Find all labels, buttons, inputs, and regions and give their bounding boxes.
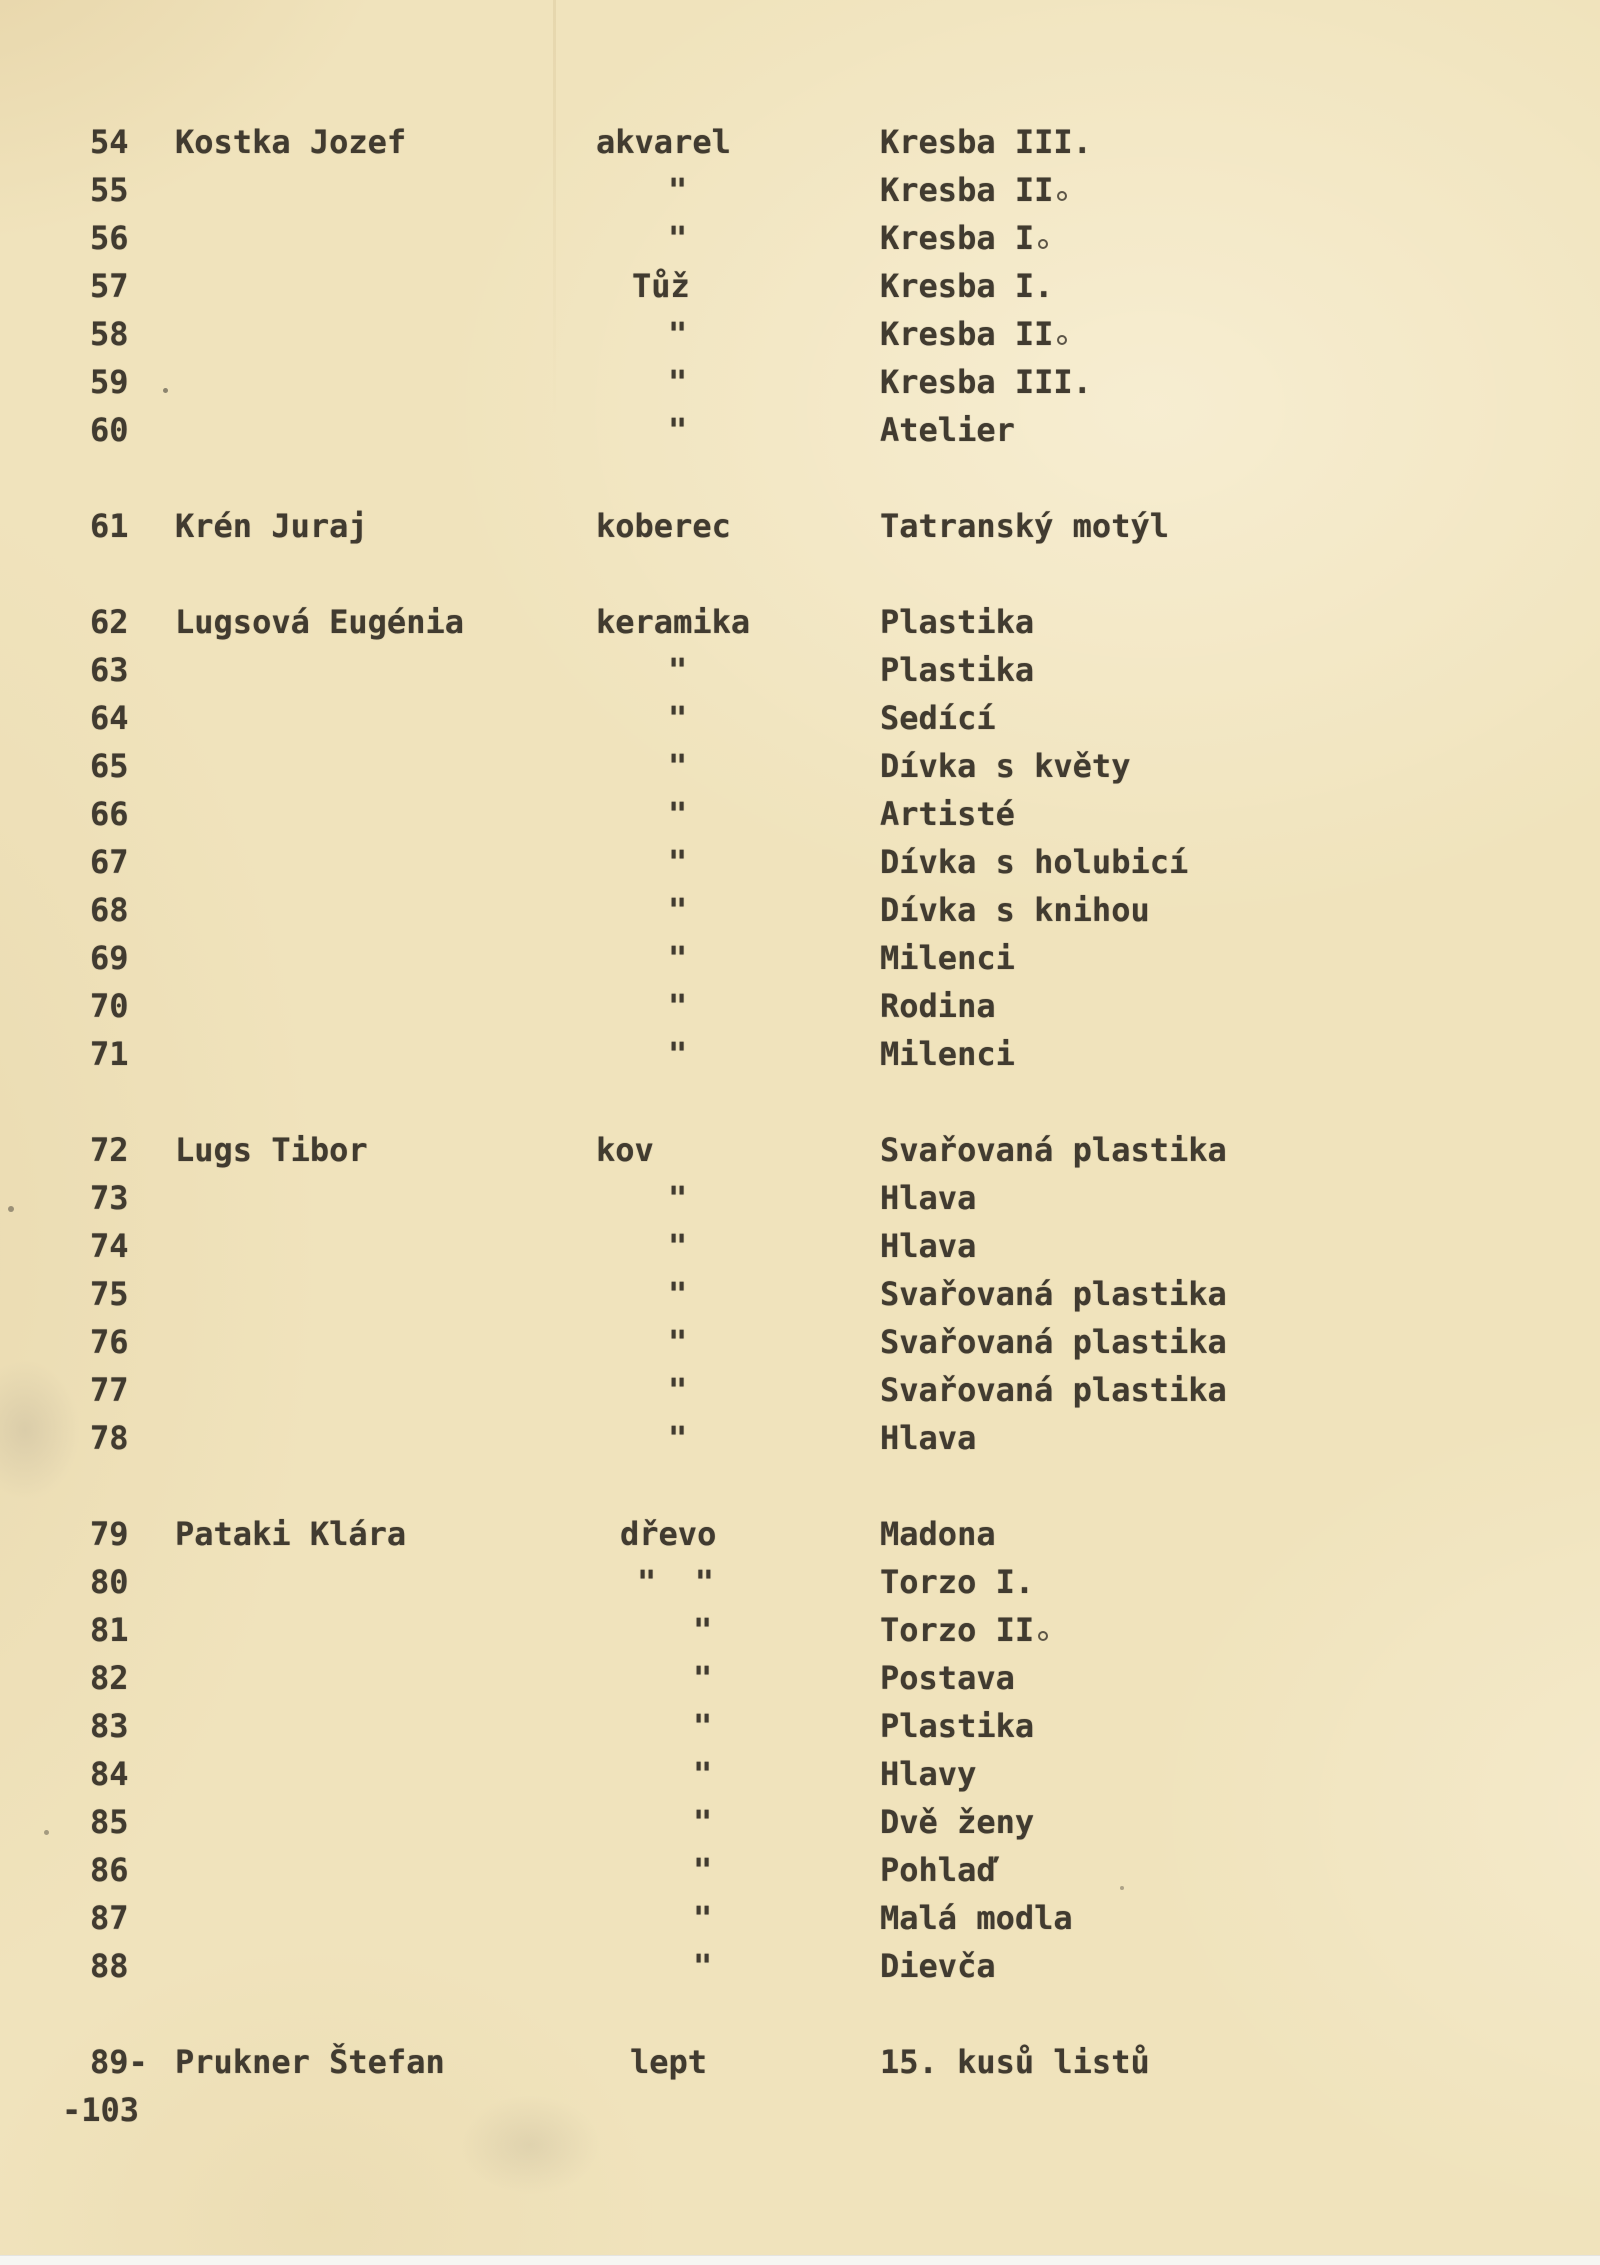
- ring-period: [1038, 239, 1048, 249]
- medium: ": [693, 1611, 713, 1649]
- artwork-title: Kresba II: [880, 310, 1600, 358]
- artwork-title: Kresba III.: [880, 363, 1092, 401]
- artwork-title: Pohlaď: [880, 1851, 996, 1889]
- medium: ": [668, 1227, 688, 1265]
- medium: ": [693, 1899, 713, 1937]
- artist-name: [175, 646, 596, 694]
- row-number: 59: [90, 363, 129, 401]
- row-number: 87: [90, 1899, 129, 1937]
- artwork-title: Artisté: [880, 795, 1015, 833]
- catalog-row: [0, 358, 1600, 406]
- artist-name: Lugsová Eugénia: [175, 603, 464, 641]
- medium: ": [693, 1755, 713, 1793]
- row-number: 85: [90, 1803, 129, 1841]
- catalog-block: [0, 1510, 1600, 1990]
- artwork-title: Tatranský motýl: [880, 507, 1169, 545]
- medium: ": [668, 315, 688, 353]
- artist-name: [175, 1558, 596, 1606]
- catalog-row: [0, 2086, 1600, 2134]
- catalog-row: [0, 1942, 1600, 1990]
- scan-edge: [0, 2255, 1600, 2265]
- artwork-title: Dívka s květy: [880, 747, 1131, 785]
- artwork-title: Kresba III.: [880, 123, 1092, 161]
- artist-name: [175, 1846, 596, 1894]
- medium: ": [668, 219, 688, 257]
- catalog-row: [0, 790, 1600, 838]
- artist-name: [175, 838, 596, 886]
- artwork-title: Postava: [880, 1659, 1015, 1697]
- medium: ": [668, 1035, 688, 1073]
- row-number: 84: [90, 1755, 129, 1793]
- artwork-title: Hlava: [880, 1419, 977, 1457]
- row-number: 75: [90, 1275, 129, 1313]
- artwork-title: Kresba II: [880, 166, 1600, 214]
- medium: ": [668, 1323, 688, 1361]
- row-number: 78: [90, 1419, 129, 1457]
- artist-name: [175, 790, 596, 838]
- catalog-row: [0, 694, 1600, 742]
- artist-name: [175, 310, 596, 358]
- artwork-title: Plastika: [880, 603, 1035, 641]
- medium: kov: [596, 1131, 654, 1169]
- artist-name: [175, 1750, 596, 1798]
- row-number: 83: [90, 1707, 129, 1745]
- medium: ": [668, 891, 688, 929]
- artist-name: [175, 1366, 596, 1414]
- row-number: 86: [90, 1851, 129, 1889]
- catalog-row: [0, 262, 1600, 310]
- row-number: 58: [90, 315, 129, 353]
- medium: ": [668, 1419, 688, 1457]
- medium: ": [668, 171, 688, 209]
- ink-speck: [8, 1206, 14, 1212]
- artist-name: [175, 1270, 596, 1318]
- medium: " ": [637, 1563, 715, 1601]
- catalog-row: [0, 406, 1600, 454]
- row-number: 64: [90, 699, 129, 737]
- medium: lept: [630, 2043, 708, 2081]
- catalog-row: [0, 886, 1600, 934]
- medium: [596, 2086, 880, 2134]
- medium: ": [668, 411, 688, 449]
- medium: akvarel: [596, 123, 731, 161]
- catalog-row: [0, 310, 1600, 358]
- catalog-row: [0, 1174, 1600, 1222]
- medium: ": [693, 1659, 713, 1697]
- artist-name: [175, 1654, 596, 1702]
- row-number: 74: [90, 1227, 129, 1265]
- artist-name: [175, 934, 596, 982]
- artist-name: [175, 982, 596, 1030]
- catalog-row: [0, 1030, 1600, 1078]
- artwork-title: Rodina: [880, 987, 996, 1025]
- artwork-title: Atelier: [880, 411, 1015, 449]
- row-number: 69: [90, 939, 129, 977]
- artist-name: [175, 742, 596, 790]
- artwork-title: 15. kusů listů: [880, 2043, 1150, 2081]
- catalog-row: [0, 214, 1600, 262]
- artwork-title: Hlavy: [880, 1755, 977, 1793]
- medium: ": [668, 843, 688, 881]
- artwork-title: Plastika: [880, 651, 1035, 689]
- medium: ": [668, 699, 688, 737]
- artist-name: [175, 1222, 596, 1270]
- catalog-row: [0, 166, 1600, 214]
- catalog-row: [0, 1606, 1600, 1654]
- artwork-title: Dívka s knihou: [880, 891, 1150, 929]
- ring-period: [1057, 191, 1067, 201]
- artist-name: Prukner Štefan: [175, 2043, 445, 2081]
- medium: ": [668, 987, 688, 1025]
- catalog-row: [0, 1366, 1600, 1414]
- artwork-title: Dievča: [880, 1947, 996, 1985]
- artwork-title: Torzo I.: [880, 1563, 1035, 1601]
- row-number: 79: [90, 1515, 129, 1553]
- artist-name: [175, 886, 596, 934]
- ink-speck: [1120, 1886, 1124, 1890]
- catalog-row: [0, 1750, 1600, 1798]
- medium: ": [693, 1851, 713, 1889]
- medium: ": [693, 1707, 713, 1745]
- catalog-row: [0, 1558, 1600, 1606]
- artwork-title: Svařovaná plastika: [880, 1323, 1227, 1361]
- row-number: 73: [90, 1179, 129, 1217]
- artwork-title: Plastika: [880, 1707, 1035, 1745]
- artist-name: [175, 214, 596, 262]
- medium: dřevo: [620, 1515, 717, 1553]
- catalog-row: [0, 502, 1600, 550]
- catalog-row: [0, 1126, 1600, 1174]
- medium: koberec: [596, 507, 731, 545]
- medium: ": [668, 651, 688, 689]
- artist-name: [175, 406, 596, 454]
- artist-name: [175, 1798, 596, 1846]
- row-number: 71: [90, 1035, 129, 1073]
- artist-name: [175, 1414, 596, 1462]
- catalog-row: [0, 598, 1600, 646]
- artwork-title: Hlava: [880, 1227, 977, 1265]
- medium: ": [668, 795, 688, 833]
- ring-period: [1038, 1631, 1048, 1641]
- row-number: 60: [90, 411, 129, 449]
- artwork-title: Svařovaná plastika: [880, 1131, 1227, 1169]
- catalog-row: [0, 1798, 1600, 1846]
- row-number: 89-: [90, 2043, 148, 2081]
- row-number: 72: [90, 1131, 129, 1169]
- row-number: 54: [90, 123, 129, 161]
- artwork-title: Madona: [880, 1515, 996, 1553]
- row-number: 56: [90, 219, 129, 257]
- catalog-row: [0, 2038, 1600, 2086]
- row-number: 55: [90, 171, 129, 209]
- artwork-title: Dívka s holubicí: [880, 843, 1189, 881]
- row-number: 81: [90, 1611, 129, 1649]
- catalog-block: [0, 2038, 1600, 2134]
- ink-speck: [163, 388, 168, 393]
- artwork-title: Milenci: [880, 1035, 1015, 1073]
- catalog-row: [0, 1894, 1600, 1942]
- artist-name: [175, 358, 596, 406]
- row-number: 67: [90, 843, 129, 881]
- artist-name: [175, 1606, 596, 1654]
- row-number: 82: [90, 1659, 129, 1697]
- artist-name: [175, 1174, 596, 1222]
- artwork-title: Svařovaná plastika: [880, 1275, 1227, 1313]
- catalog-block: [0, 598, 1600, 1078]
- artist-name: [175, 262, 596, 310]
- medium: ": [668, 747, 688, 785]
- catalog-row: [0, 1654, 1600, 1702]
- catalog-row: [0, 1222, 1600, 1270]
- artist-name: [175, 694, 596, 742]
- artwork-title: Hlava: [880, 1179, 977, 1217]
- medium: ": [668, 1371, 688, 1409]
- artist-name: Lugs Tibor: [175, 1131, 368, 1169]
- artwork-title: Milenci: [880, 939, 1015, 977]
- catalog: [0, 118, 1600, 2182]
- row-number: -103: [62, 2091, 140, 2129]
- catalog-row: [0, 1510, 1600, 1558]
- row-number: 80: [90, 1563, 129, 1601]
- row-number: 62: [90, 603, 129, 641]
- row-number: 77: [90, 1371, 129, 1409]
- ink-speck: [44, 1830, 49, 1835]
- medium: ": [693, 1947, 713, 1985]
- medium: ": [668, 1179, 688, 1217]
- row-number: 88: [90, 1947, 129, 1985]
- row-number: 66: [90, 795, 129, 833]
- row-number: 70: [90, 987, 129, 1025]
- catalog-block: [0, 118, 1600, 454]
- catalog-row: [0, 1414, 1600, 1462]
- artwork-title: Svařovaná plastika: [880, 1371, 1227, 1409]
- artwork-title: Kresba I: [880, 214, 1600, 262]
- medium: ": [693, 1803, 713, 1841]
- catalog-block: [0, 502, 1600, 550]
- artist-name: [175, 1318, 596, 1366]
- catalog-block: [0, 1126, 1600, 1462]
- artwork-title: Dvě ženy: [880, 1803, 1035, 1841]
- medium: keramika: [596, 603, 751, 641]
- catalog-row: [0, 1270, 1600, 1318]
- artwork-title: Torzo II: [880, 1606, 1600, 1654]
- artist-name: [175, 1702, 596, 1750]
- artist-name: Krén Juraj: [175, 507, 368, 545]
- medium: ": [668, 939, 688, 977]
- row-number: 61: [90, 507, 129, 545]
- medium: Tůž: [632, 267, 690, 305]
- artwork-title: [880, 2086, 1600, 2134]
- row-number: 76: [90, 1323, 129, 1361]
- medium: ": [668, 1275, 688, 1313]
- artist-name: [175, 1894, 596, 1942]
- catalog-row: [0, 838, 1600, 886]
- row-number: 68: [90, 891, 129, 929]
- artist-name: [175, 166, 596, 214]
- artwork-title: Kresba I.: [880, 267, 1054, 305]
- catalog-row: [0, 1846, 1600, 1894]
- artist-name: Pataki Klára: [175, 1515, 407, 1553]
- ring-period: [1057, 335, 1067, 345]
- catalog-row: [0, 742, 1600, 790]
- catalog-row: [0, 982, 1600, 1030]
- row-number: 63: [90, 651, 129, 689]
- artwork-title: Malá modla: [880, 1899, 1073, 1937]
- catalog-row: [0, 1318, 1600, 1366]
- artist-name: [175, 1942, 596, 1990]
- artist-name: [175, 1030, 596, 1078]
- row-number: 65: [90, 747, 129, 785]
- catalog-row: [0, 934, 1600, 982]
- catalog-row: [0, 118, 1600, 166]
- catalog-row: [0, 1702, 1600, 1750]
- medium: ": [668, 363, 688, 401]
- catalog-row: [0, 646, 1600, 694]
- artist-name: Kostka Jozef: [175, 123, 407, 161]
- artwork-title: Sedící: [880, 699, 996, 737]
- row-number: 57: [90, 267, 129, 305]
- artist-name: [175, 2086, 596, 2134]
